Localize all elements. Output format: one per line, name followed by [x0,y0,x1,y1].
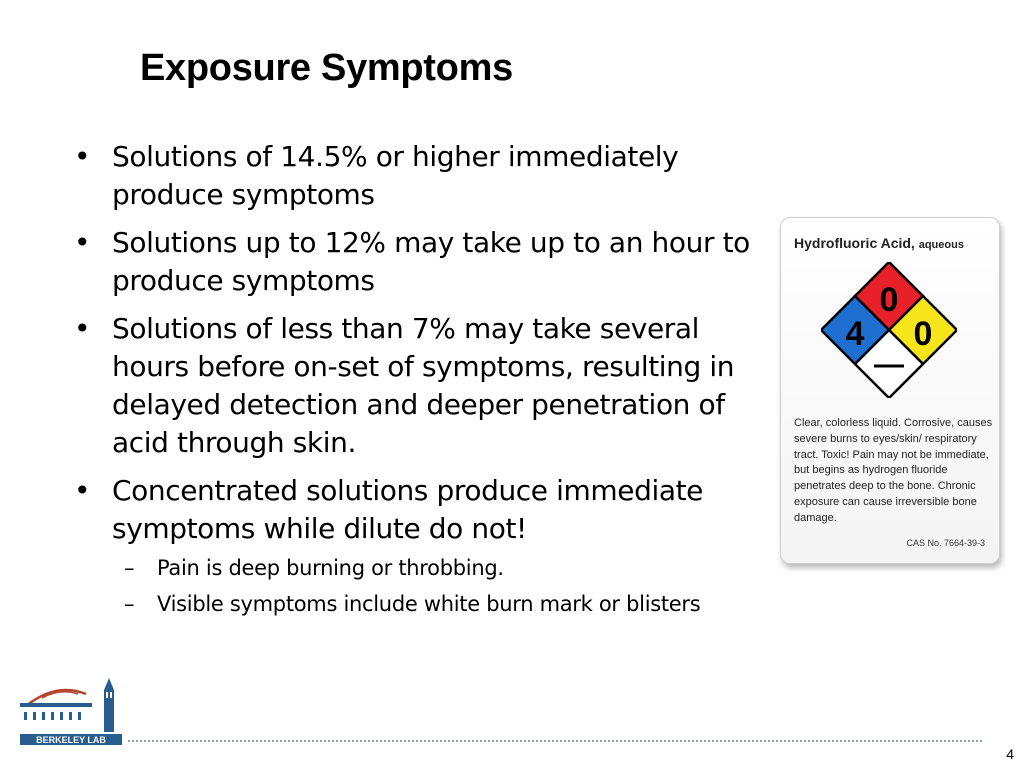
sub-bullet-item [72,552,772,584]
sub-bullet-text: Visible symptoms include white burn mark or blisters [157,592,701,616]
chemical-name-text: Hydrofluoric Acid, [794,235,915,251]
bullet-item [72,472,772,548]
bullet-marker: • [74,140,91,173]
bullet-item [72,138,772,214]
sub-bullet-text: Pain is deep burning or throbbing. [157,556,504,580]
bullet-marker: • [74,474,91,507]
special-rating: — [874,348,904,381]
bullet-text: Concentrated solutions produce immediate symptoms while dilute do not! [112,474,704,545]
sub-bullet-marker: – [124,592,135,616]
bullet-marker: • [74,226,91,259]
instability-rating: 0 [913,315,933,353]
flammability-rating: 0 [879,281,899,319]
bullet-item [72,310,772,462]
cas-number: CAS No. 7664-39-3 [906,538,985,548]
bullet-marker: • [74,312,91,345]
slide-title: Exposure Symptoms [140,47,513,89]
berkeley-lab-logo [20,678,128,746]
logo-text: BERKELEY LAB [36,735,106,745]
footer-divider [128,740,982,742]
health-rating: 4 [845,315,865,353]
hazard-label-card [780,217,1000,564]
bullet-text: Solutions of less than 7% may take several hours before on-set of symptoms, resulting in delayed detection and deeper penetration of acid through skin. [112,312,735,459]
chemical-qualifier: aqueous [918,239,964,251]
hazard-description: Clear, colorless liquid. Corrosive, causes severe burns to eyes/skin/ respiratory tract. Toxic! Pain may not be immediate, but begins as hydrogen fluoride penetrates deep to the bone. Chronic exposure can cause irreversible bone damage. [794,417,993,524]
page-number: 4 [1006,746,1014,762]
chemical-name [794,235,964,251]
sub-bullet-item [72,588,772,620]
bullet-text: Solutions up to 12% may take up to an hour to produce symptoms [112,226,750,297]
nfpa-diamond-icon [821,262,957,398]
bullet-text: Solutions of 14.5% or higher immediately produce symptoms [112,140,679,211]
sub-bullet-marker: – [124,556,135,580]
bullet-item [72,224,772,300]
bullet-list [72,138,772,620]
